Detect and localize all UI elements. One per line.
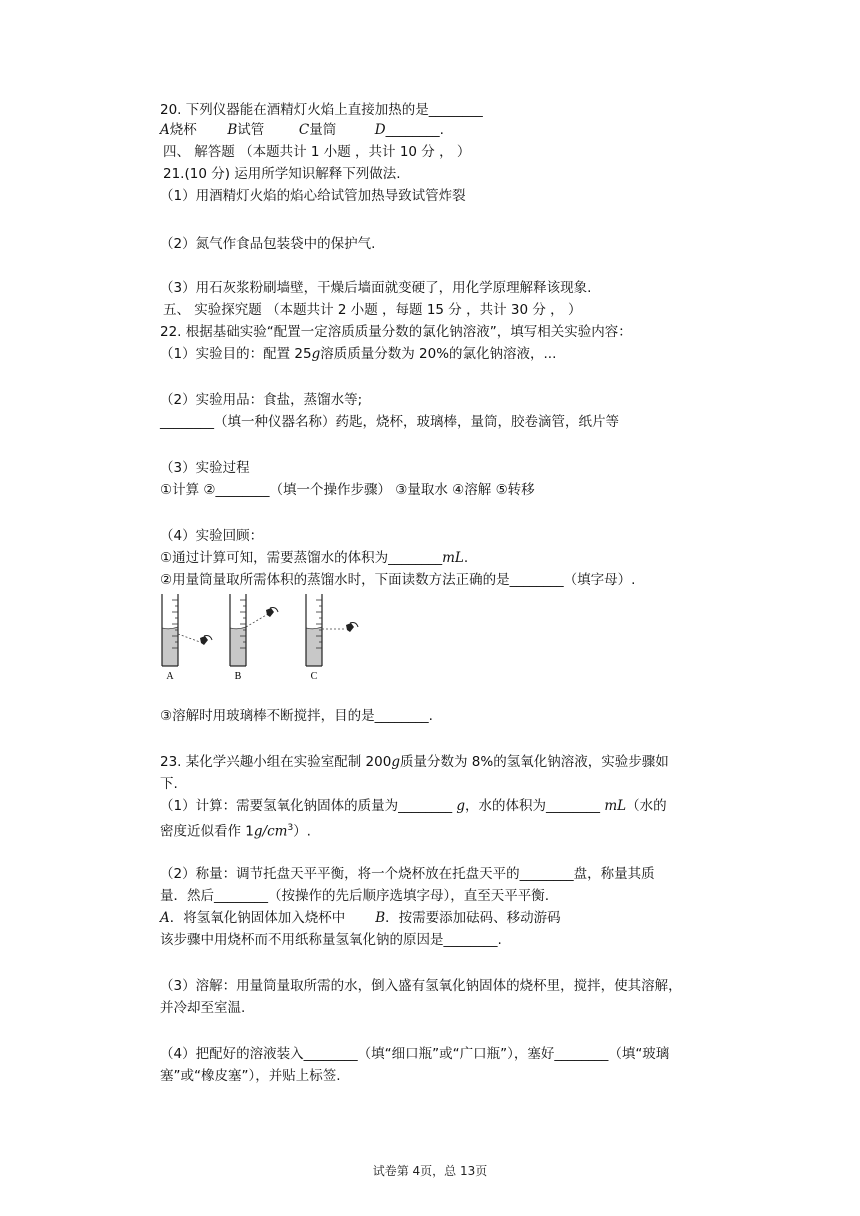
q23-stem-text-b: 质量分数为 8%的氢氧化钠溶液，实验步骤如 <box>399 754 669 770</box>
q22-part-2-line-1: （2）实验用品：食盐，蒸馏水等; <box>160 392 363 408</box>
q22-part-4-line-4: ③溶解时用玻璃棒不断搅拌，目的是________. <box>160 708 433 724</box>
q21-part-3: （3）用石灰浆粉刷墙壁，干燥后墙面就变硬了，用化学原理解释该现象. <box>160 280 592 296</box>
q23-part-3-line-2: 并冷却至室温. <box>160 1000 246 1016</box>
q23-stem-line-1 <box>160 753 669 771</box>
q23-p1-text-c: （水的 <box>626 798 667 814</box>
q21-part-2: （2）氮气作食品包装袋中的保护气. <box>160 236 376 252</box>
fig-label-c: C <box>310 671 318 682</box>
q23-p2-option-b-letter: B <box>375 910 386 926</box>
q23-p1-density-unit: g/cm <box>253 823 288 840</box>
q22-part-1 <box>160 345 556 363</box>
q20-opt-b-letter: B <box>227 122 238 138</box>
q22-p1-text-b: 溶质质量分数为 20%的氯化钠溶液，... <box>320 346 557 362</box>
q23-part-1-line-2 <box>160 819 311 841</box>
q23-p2-option-a-letter: A <box>160 910 170 926</box>
q23-stem-text-a: 23. 某化学兴趣小组在实验室配制 200 <box>160 754 392 770</box>
q23-part-2-line-2: 量．然后________（按操作的先后顺序选填字母），直至天平平衡. <box>160 888 550 904</box>
section-5-title: 五、 实验探究题 （本题共计 2 小题 ，每题 15 分 ，共计 30 分 ， ） <box>163 302 582 318</box>
q21-stem: 21.(10 分) 运用所学知识解释下列做法. <box>163 166 401 182</box>
q23-part-1-line-1 <box>160 797 667 815</box>
q22-p4-b-end: . <box>463 550 469 566</box>
q20-opt-c-letter: C <box>298 122 310 138</box>
q20-stem: 20. 下列仪器能在酒精灯火焰上直接加热的是________ <box>160 102 483 118</box>
q22-part-4-line-1: （4）实验回顾： <box>160 528 264 544</box>
q22-part-3-line-2: ①计算 ②________（填一个操作步骤） ③量取水 ④溶解 ⑤转移 <box>160 482 535 498</box>
q23-part-4-line-2: 塞”或“橡皮塞”），并贴上标签. <box>160 1068 341 1084</box>
q21-part-1: （1）用酒精灯火焰的焰心给试管加热导致试管炸裂 <box>160 188 466 204</box>
q22-p4-b-unit: mL <box>442 550 464 566</box>
q23-part-2-line-1: （2）称量：调节托盘天平平衡，将一个烧杯放在托盘天平的________盘，称量其质 <box>160 866 655 882</box>
q23-p1-density-exp: 3 <box>287 823 294 833</box>
q22-part-4-line-2 <box>160 549 468 567</box>
q22-p4-b-text: ①通过计算可知，需要蒸馏水的体积为________ <box>160 550 443 566</box>
q23-stem-line-2: 下. <box>160 776 178 792</box>
q23-p1-density-text: 密度近似看作 1 <box>160 823 254 840</box>
q20-opt-c-text: 量筒 <box>309 122 337 138</box>
q22-part-2-line-2: ________（填一种仪器名称）药匙，烧杯，玻璃棒，量筒，胶卷滴管，纸片等 <box>160 414 619 430</box>
q23-p1-unit-ml: mL <box>604 798 627 814</box>
q20-opt-b-text: 试管 <box>237 122 265 138</box>
q22-p1-unit-g: g <box>311 346 321 362</box>
q23-part-2-line-4: 该步骤中用烧杯而不用纸称量氢氧化钠的原因是________. <box>160 932 502 948</box>
q23-p2-option-b-text: ．按需要添加砝码、移动游码 <box>385 910 561 926</box>
q23-p1-text-b: ，水的体积为________ <box>465 798 605 814</box>
cylinder-reading-figure <box>150 592 380 682</box>
q22-part-3-line-1: （3）实验过程 <box>160 460 250 476</box>
q23-p1-density-end: ）. <box>293 823 311 840</box>
q23-part-3-line-1: （3）溶解：用量筒量取所需的水，倒入盛有氢氧化钠固体的烧杯里，搅拌，使其溶解， <box>160 978 682 994</box>
cylinder-b <box>230 594 278 666</box>
q20-opt-d-text: ________. <box>385 122 444 138</box>
fig-label-a: A <box>166 671 174 682</box>
q23-part-2-line-3 <box>160 909 561 927</box>
q20-opt-a-letter: A <box>160 122 170 138</box>
q22-p1-text-a: （1）实验目的：配置 25 <box>160 346 312 362</box>
page-footer: 试卷第 4页，总 13页 <box>372 1164 488 1178</box>
q23-stem-unit-g: g <box>391 754 400 770</box>
q22-part-4-line-3: ②用量筒量取所需体积的蒸馏水时，下面读数方法正确的是________（填字母）. <box>160 572 636 588</box>
q20-opt-d-letter: D <box>374 122 386 138</box>
q23-p2-option-a-text: ．将氢氧化钠固体加入烧杯中 <box>169 910 346 926</box>
cylinder-a <box>162 594 212 666</box>
q22-stem: 22. 根据基础实验“配置一定溶质质量分数的氯化钠溶液”，填写相关实验内容： <box>160 324 632 340</box>
cylinder-c <box>306 594 358 666</box>
q20-options <box>160 121 444 139</box>
section-4-title: 四、 解答题 （本题共计 1 小题 ，共计 10 分 ， ） <box>163 144 471 160</box>
q20-opt-a-text: 烧杯 <box>169 122 197 138</box>
q23-part-4-line-1: （4）把配好的溶液装入________（填“细口瓶”或“广口瓶”），塞好________（填“玻璃 <box>160 1046 670 1062</box>
fig-label-b: B <box>234 671 242 682</box>
q23-p1-text-a: （1）计算：需要氢氧化钠固体的质量为________ <box>160 798 457 814</box>
q23-p1-unit-g: g <box>456 798 466 814</box>
